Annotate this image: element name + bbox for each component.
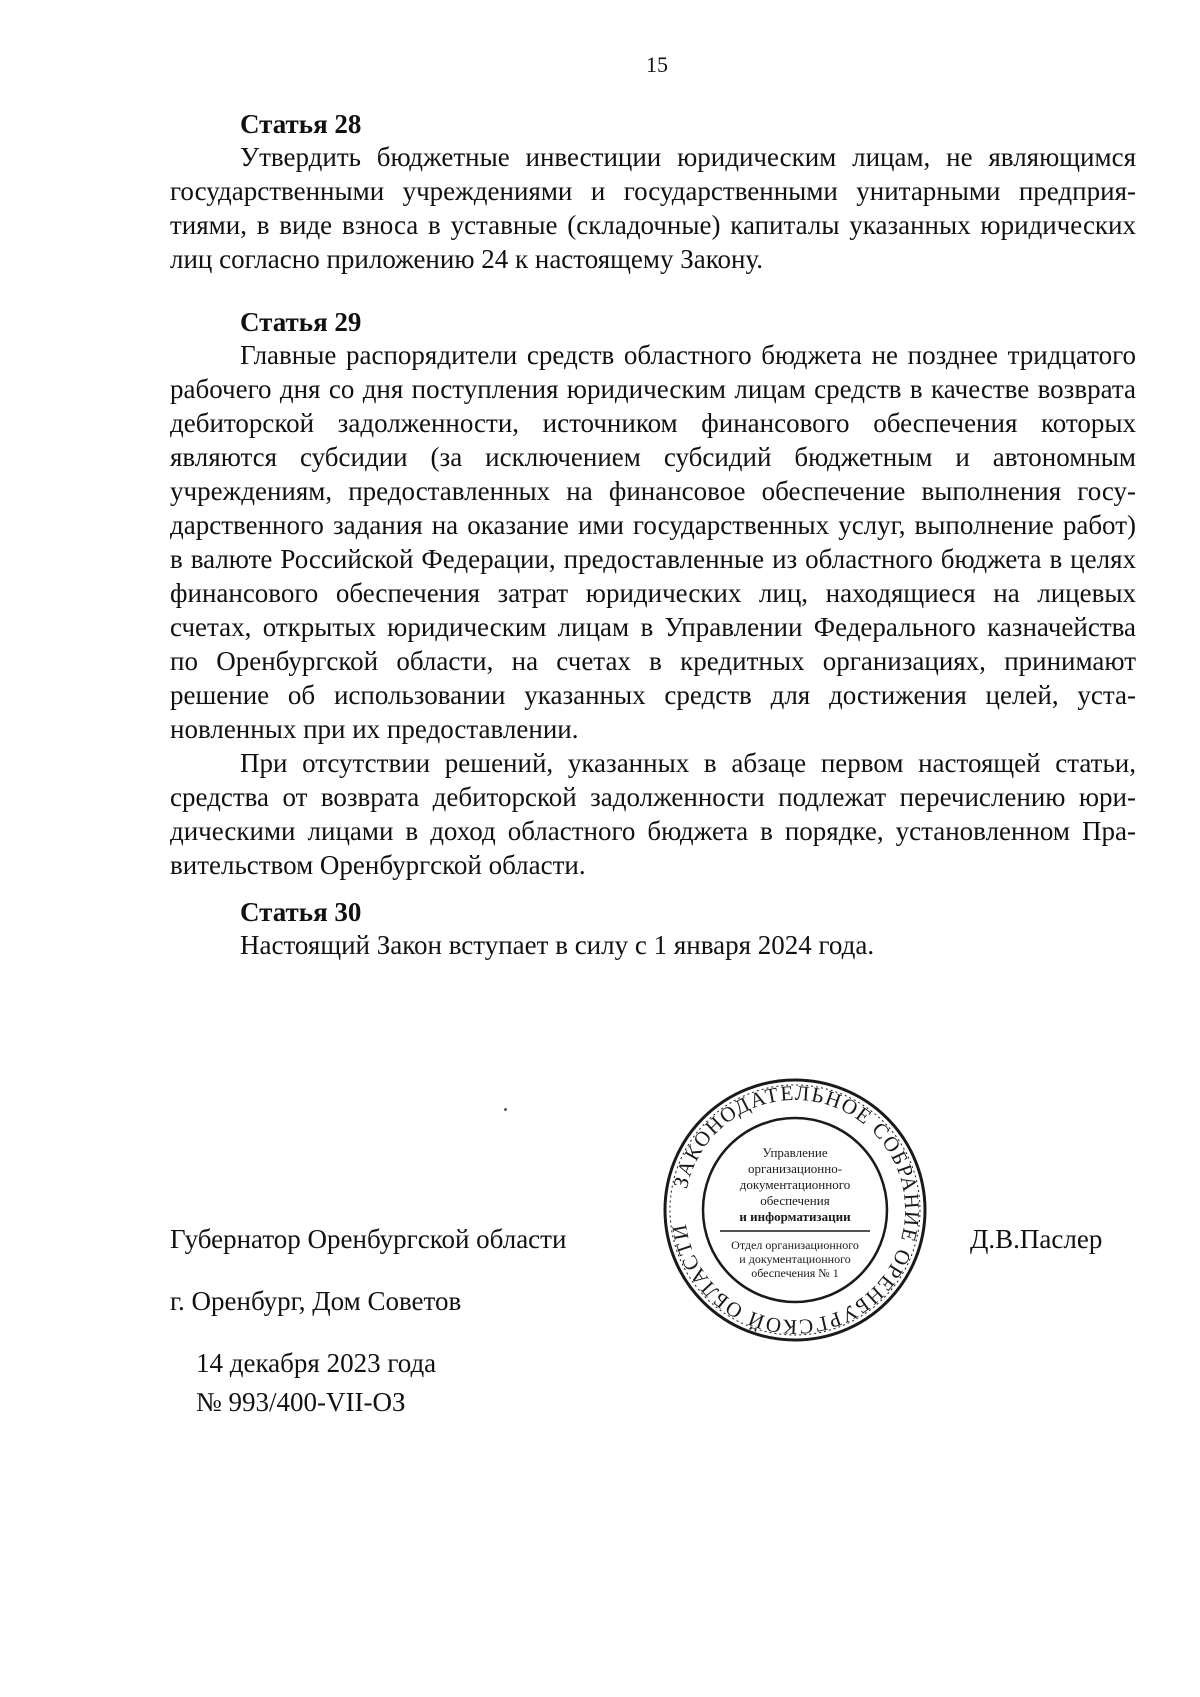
article-title: Статья 30 xyxy=(240,897,362,927)
article-paragraph: При отсутствии решений, указанных в абзаце первом настоящей статьи, средства от возврата дебиторской задолженности подлежат перечислению юридическими лицами в доход областного бюджета в порядке, установленном Правительством Оренбургской области. xyxy=(170,748,1136,880)
scan-speck xyxy=(504,1108,507,1111)
stamp-inner-line: обеспечения xyxy=(760,1193,830,1208)
article-28 xyxy=(170,108,1136,276)
stamp-inner-line: и информатизации xyxy=(739,1209,851,1224)
stamp-inner-line: документационного xyxy=(739,1177,851,1192)
page-number: 15 xyxy=(646,52,668,77)
stamp-inner-line: организационно- xyxy=(747,1161,843,1176)
article-paragraph: Утвердить бюджетные инвестиции юридическим лицам, не являющимся государственными учреждениями и государственными унитарными предприятиями, в виде взноса в уставные (складочные) капиталы указанных юридических лиц согласно приложению 24 к настоящему Закону. xyxy=(170,142,1136,274)
stamp-seal-icon xyxy=(660,1075,930,1345)
stamp-inner-line: обеспечения № 1 xyxy=(751,1266,839,1280)
article-30 xyxy=(170,896,1136,962)
signatory-name: Д.В.Паслер xyxy=(970,1224,1103,1254)
signatory-position: Губернатор Оренбургской области xyxy=(170,1224,567,1254)
stamp-outer-text: ЗАКОНОДАТЕЛЬНОЕ СОБРАНИЕ ОРЕНБУРГСКОЙ ОБЛАСТИ xyxy=(666,1080,925,1340)
stamp-inner-line: Управление xyxy=(762,1145,828,1160)
article-title: Статья 28 xyxy=(240,109,362,139)
article-29 xyxy=(170,306,1136,882)
stamp-inner-line: Отдел организационного xyxy=(731,1238,859,1252)
official-stamp xyxy=(660,1075,930,1345)
stamp-inner-line: и документационного xyxy=(739,1252,851,1266)
signing-date: 14 декабря 2023 года xyxy=(196,1348,437,1378)
law-number: № 993/400-VII-ОЗ xyxy=(196,1387,406,1417)
article-paragraph: Настоящий Закон вступает в силу с 1 января 2024 года. xyxy=(240,930,875,960)
article-paragraph: Главные распорядители средств областного бюджета не позднее тридцатого рабочего дня со дня поступления юридическим лицам средств в качестве возврата дебиторской задолженности, источником финансового обеспечения которых являются субсидии (за исключением субсидий бюджетным и автономным учреждениям, предоставленных на финансовое обеспечение выполнения государственного задания на оказание ими государственных услуг, выполнение работ) в валюте Российской Федерации, предоставленные из областного бюджета в целях финансового обеспечения затрат юридических лиц, находящиеся на лицевых счетах, открытых юридическим лицам в Управлении Федерального казначейства по Оренбургской области, на счетах в кредитных организациях, принимают решение об использовании указанных средств для достижения целей, установленных при их предоставлении. xyxy=(170,340,1136,744)
signing-place: г. Оренбург, Дом Советов xyxy=(170,1286,462,1316)
article-title: Статья 29 xyxy=(240,307,362,337)
